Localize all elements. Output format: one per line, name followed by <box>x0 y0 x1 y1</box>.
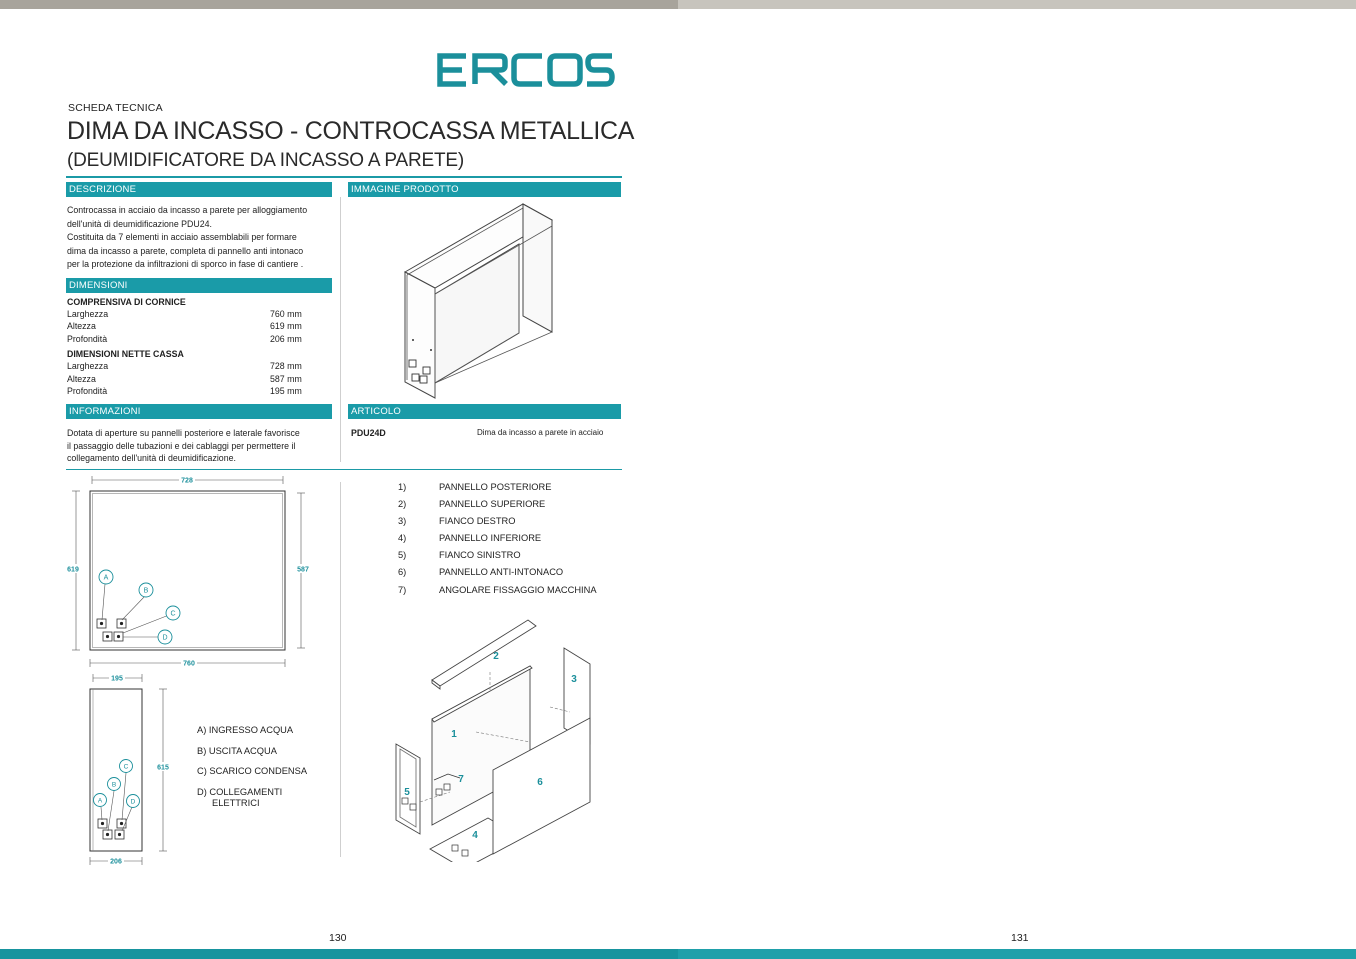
section-header-dimensioni: DIMENSIONI <box>66 278 332 293</box>
front-view-drawing <box>60 472 320 672</box>
side-marker-b: B <box>111 781 117 789</box>
page-number-left: 130 <box>329 932 347 944</box>
dimension-row: Larghezza 760 mm <box>67 309 302 319</box>
exploded-view-drawing <box>390 612 600 862</box>
part-label-1: 1 <box>451 729 457 740</box>
section-divider <box>66 469 622 470</box>
part-label-3: 3 <box>571 674 577 685</box>
dim-label-right: 587 <box>297 566 309 574</box>
dimension-row: Profondità 206 mm <box>67 333 302 344</box>
marker-b: B <box>143 587 149 595</box>
column-divider <box>340 197 341 462</box>
side-dim-right: 615 <box>157 764 169 772</box>
side-marker-c: C <box>123 763 129 771</box>
marker-a: A <box>103 574 109 582</box>
description-text: Controcassa in acciaio da incasso a parete per alloggiamento dell'unità di deumidificazione PDU24. Costituita da 7 elementi in acciaio assemblabili per formare dima da incasso a parete, completa di pannello anti intonaco per la protezione da infiltrazioni di sporco in fase di cantiere . <box>67 205 308 270</box>
information-text: Dotata di aperture su pannelli posteriore e laterale favorisce il passaggio delle tubazioni e dei cablaggi per permettere il collegamento dell'unità di deumidificazione. <box>67 428 300 464</box>
page-title: DIMA DA INCASSO - CONTROCASSA METALLICA <box>67 117 635 145</box>
legend-item: B) USCITA ACQUA <box>197 745 277 756</box>
side-marker-d: D <box>130 798 136 806</box>
part-label-2: 2 <box>493 651 499 662</box>
document-type: SCHEDA TECNICA <box>68 102 163 114</box>
side-dim-top: 195 <box>111 675 123 683</box>
side-view-drawing <box>80 672 180 867</box>
top-bar-left <box>0 0 678 9</box>
page-number-right: 131 <box>1011 932 1029 944</box>
dimensions-group-title: DIMENSIONI NETTE CASSA <box>67 349 184 360</box>
article-description: Dima da incasso a parete in acciaio <box>477 428 604 437</box>
product-image <box>395 200 565 405</box>
ercos-logo <box>434 50 616 90</box>
article-code: PDU24D <box>351 428 386 438</box>
drawings-divider <box>340 482 341 857</box>
side-dim-bottom: 206 <box>110 858 122 866</box>
part-label-5: 5 <box>404 787 410 798</box>
dim-label-top: 728 <box>181 477 193 485</box>
dimension-row: Larghezza 728 mm <box>67 361 302 372</box>
dimension-row: Altezza 619 mm <box>67 321 302 332</box>
section-header-immagine: IMMAGINE PRODOTTO <box>348 182 621 197</box>
legend-item: D) COLLEGAMENTI ELETTRICI <box>197 786 283 808</box>
marker-c: C <box>170 610 176 618</box>
part-label-6: 6 <box>537 777 543 788</box>
section-header-informazioni: INFORMAZIONI <box>66 404 332 419</box>
dim-label-left: 619 <box>67 566 79 574</box>
side-marker-a: A <box>97 797 103 805</box>
top-bar-right <box>678 0 1356 9</box>
dimension-row: Profondità 195 mm <box>67 385 302 396</box>
bottom-bar-right <box>678 949 1356 959</box>
connections-legend <box>197 725 307 807</box>
dimensions-table <box>67 296 317 397</box>
part-label-4: 4 <box>472 830 478 841</box>
legend-item: C) SCARICO CONDENSA <box>197 766 308 776</box>
bottom-bar-left <box>0 949 678 959</box>
dimensions-group-title: COMPRENSIVA DI CORNICE <box>67 297 186 307</box>
page-subtitle: (DEUMIDIFICATORE DA INCASSO A PARETE) <box>67 150 464 171</box>
section-header-articolo: ARTICOLO <box>348 404 621 419</box>
dim-label-bottom: 760 <box>183 660 195 668</box>
part-label-7: 7 <box>458 774 464 785</box>
dimension-row: Altezza 587 mm <box>67 373 302 384</box>
title-divider <box>66 176 622 178</box>
section-header-descrizione: DESCRIZIONE <box>66 182 332 197</box>
marker-d: D <box>162 634 168 642</box>
legend-item: A) INGRESSO ACQUA <box>197 725 294 735</box>
